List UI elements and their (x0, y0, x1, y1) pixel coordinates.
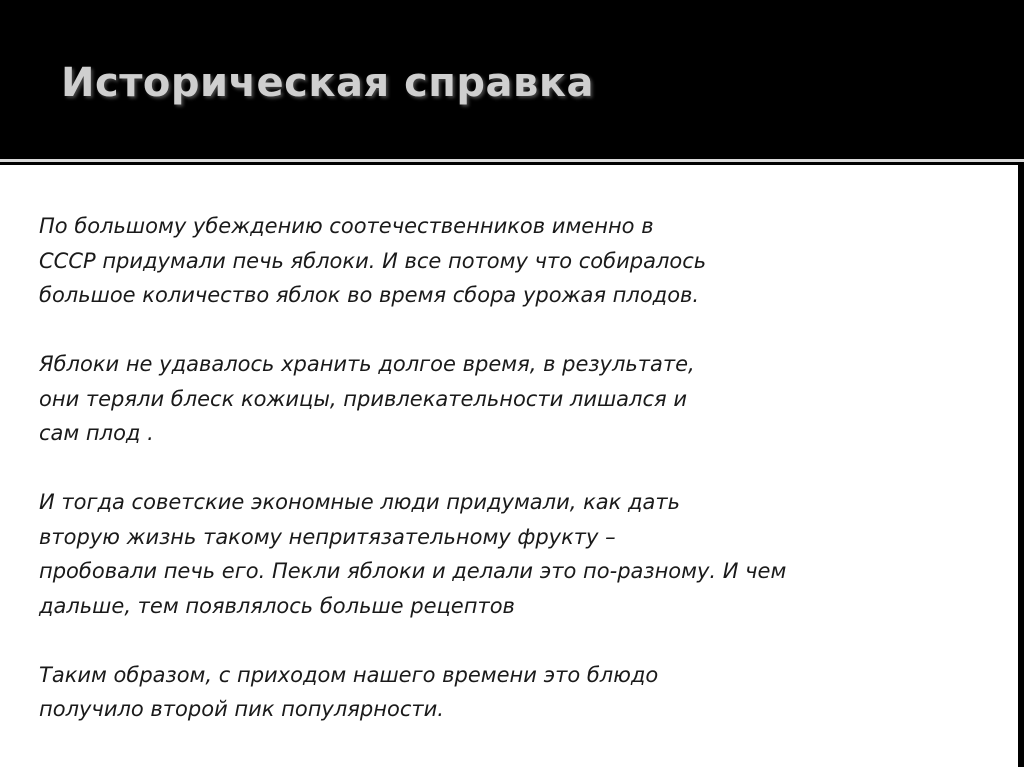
content-panel (0, 165, 1018, 767)
text-line: получило второй пик популярности. (39, 697, 444, 721)
text-line: дальше, тем появлялось больше рецептов (39, 593, 515, 618)
title-bar (0, 0, 1024, 158)
right-edge-strip (1018, 162, 1024, 767)
body-text (39, 209, 939, 761)
paragraph-2 (39, 347, 939, 451)
text-line: большое количество яблок во время сбора урожая плодов. (39, 283, 700, 307)
text-line: вторую жизнь такому непритязательному фрукту – (39, 524, 616, 549)
text-line: Яблоки не удавалось хранить долгое время, в результате, (39, 352, 695, 376)
paragraph-1 (39, 209, 939, 313)
paragraph-3 (39, 485, 939, 623)
text-line: они теряли блеск кожицы, привлекательности лишался и (39, 386, 687, 411)
text-line: Таким образом, с приходом нашего времени это блюдо (39, 662, 659, 687)
slide-title: Историческая справка (61, 60, 594, 106)
text-line: сам плод . (39, 421, 154, 445)
title-divider (0, 159, 1024, 162)
text-line: По большому убеждению соотечественников именно в (39, 214, 654, 238)
text-line: пробовали печь его. Пекли яблоки и делали это по-разному. И чем (39, 559, 787, 583)
paragraph-4 (39, 658, 939, 727)
text-line: И тогда советские экономные люди придумали, как дать (39, 490, 680, 514)
text-line: СССР придумали печь яблоки. И все потому что собиралось (39, 248, 707, 273)
